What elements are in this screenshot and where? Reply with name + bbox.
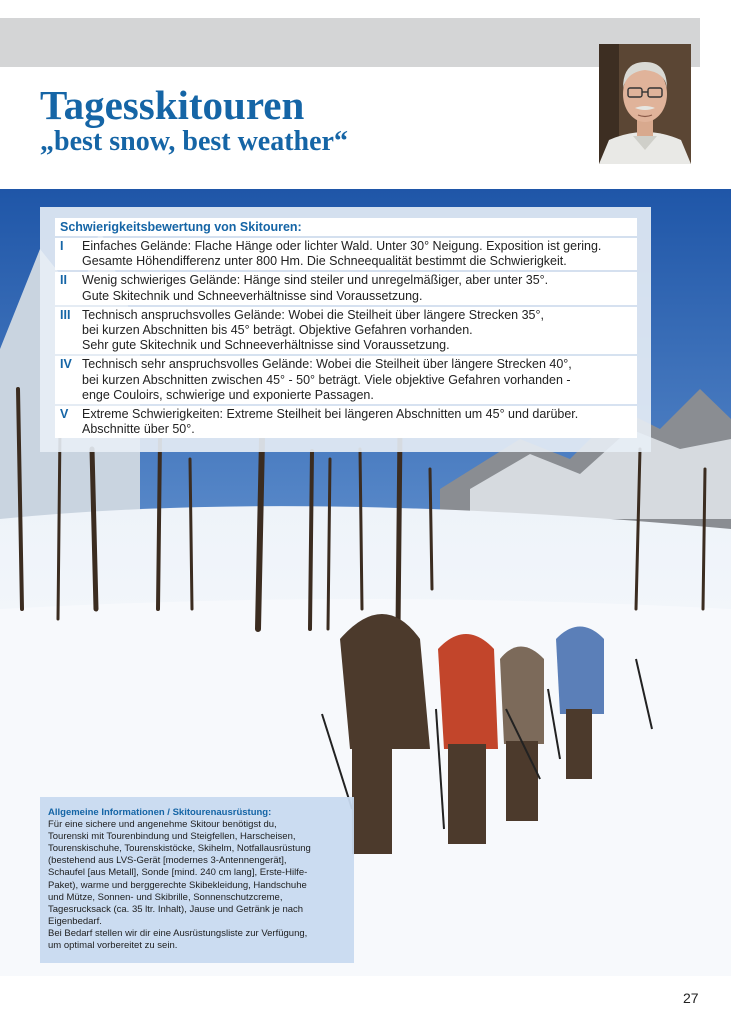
rating-row <box>55 406 637 438</box>
page-number: 27 <box>683 990 699 1006</box>
difficulty-rating-box <box>40 207 651 452</box>
rating-level-text: Technisch sehr anspruchsvolles Gelände: Wobei die Steilheit über längere Strecken 40°, bei kurzen Abschnitten zwischen 45° - 50° beträgt. Viele objektive Gefahren vorhanden - enge Couloirs, schwierige und exponierte Passagen. <box>82 357 572 402</box>
rating-level-number: IV <box>60 357 72 372</box>
header-bar <box>0 18 700 67</box>
rating-row <box>55 238 637 270</box>
rating-level-text: Einfaches Gelände: Flache Hänge oder lichter Wald. Unter 30° Neigung. Exposition ist gering. Gesamte Höhendifferenz unter 800 Hm. Die Schneequalität bestimmt die Schwierigkeit. <box>82 239 602 269</box>
rating-level-number: V <box>60 407 69 422</box>
page-title: Tagesskitouren <box>40 82 305 128</box>
rating-row <box>55 356 637 404</box>
info-body: Für eine sichere und angenehme Skitour benötigst du, Tourenski mit Tourenbindung und Steigfellen, Harscheisen, Tourenskischuhe, Tourenskistöcke, Skihelm, Notfallausrüstung (bestehend aus LVS-Gerät [modernes 3-Antennengerät], Schaufel [aus Metall], Sonde [mind. 240 cm lang], Erste-Hilfe- Paket), warme und berggerechte Skibekleidung, Handschuhe und Mütze, Sonnen- und Skibrille, Sonnenschutzcreme, Tagesrucksack (ca. 35 ltr. Inhalt), Jause und Getränk je nach Eigenbedarf. Bei Bedarf stellen wir dir eine Ausrüstungsliste zur Verfügung, um optimal vorbereitet zu sein. <box>48 819 311 952</box>
info-heading: Allgemeine Informationen / Skitourenausrüstung: <box>48 807 272 818</box>
rating-level-text: Extreme Schwierigkeiten: Extreme Steilheit bei längeren Abschnitten um 45° und darüber. Abschnitte über 50°. <box>82 407 579 437</box>
rating-heading: Schwierigkeitsbewertung von Skitouren: <box>55 218 637 236</box>
rating-level-number: III <box>60 307 71 322</box>
rating-level-number: II <box>60 273 67 288</box>
rating-level-number: I <box>60 239 64 253</box>
rating-level-text: Wenig schwieriges Gelände: Hänge sind steiler und unregelmäßiger, aber unter 35°. Gute Skitechnik und Schneeverhältnisse sind Voraussetzung. <box>82 273 549 303</box>
rating-row <box>55 272 637 304</box>
page-subtitle: „best snow, best weather“ <box>40 126 348 157</box>
author-portrait <box>599 44 691 164</box>
rating-level-text: Technisch anspruchsvolles Gelände: Wobei die Steilheit über längere Strecken 35°, bei kurzen Abschnitten bis 45° beträgt. Objektive Gefahren vorhanden. Sehr gute Skitechnik und Schneeverhältnisse sind Voraussetzung. <box>82 307 544 353</box>
rating-row <box>55 307 637 355</box>
equipment-info-box <box>40 797 354 963</box>
